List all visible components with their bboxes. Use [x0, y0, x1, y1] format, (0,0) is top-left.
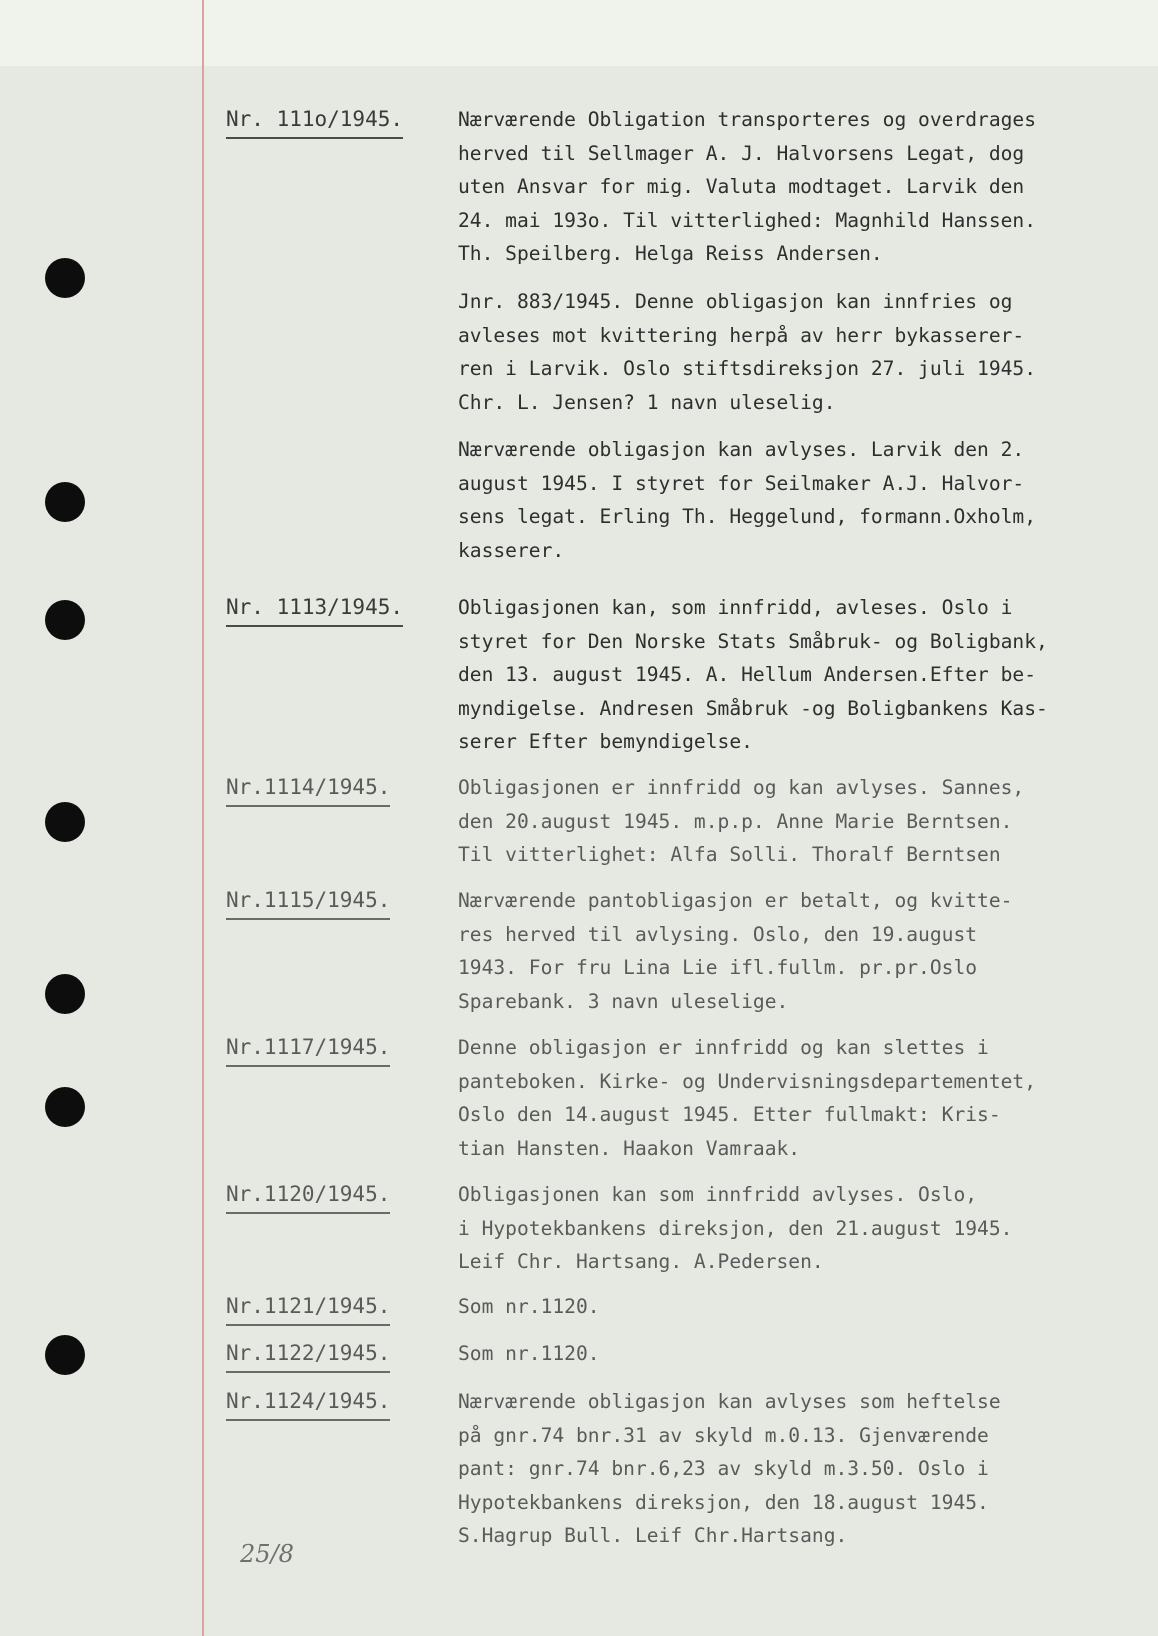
- text-line: Obligasjonen er innfridd og kan avlyses. Sannes,: [458, 776, 1025, 799]
- text-line: den 20.august 1945. m.p.p. Anne Marie Berntsen.: [458, 809, 1013, 833]
- text-line: sens legat. Erling Th. Heggelund, formann.Oxholm,: [458, 505, 1037, 528]
- text-line: i Hypotekbankens direksjon, den 21.august 1945.: [458, 1216, 1013, 1240]
- entry-number: Nr. 1113/1945.: [226, 591, 403, 627]
- text-line: panteboken. Kirke- og Undervisningsdepartementet,: [458, 1069, 1037, 1093]
- entry-number: Nr.1115/1945.: [226, 884, 390, 920]
- text-line: Som nr.1120.: [458, 1295, 600, 1318]
- entry-paragraph: [458, 103, 1138, 271]
- text-line: pant: gnr.74 bnr.6,23 av skyld m.3.50. Oslo i: [458, 1457, 989, 1480]
- entry-paragraph: [458, 1178, 1138, 1279]
- text-line: tian Hansten. Haakon Vamraak.: [458, 1136, 801, 1160]
- entry-paragraph: [458, 1385, 1138, 1553]
- entry-paragraph: [458, 591, 1138, 759]
- text-line: S.Hagrup Bull. Leif Chr.Hartsang.: [458, 1524, 848, 1547]
- text-line: Denne obligasjon er innfridd og kan slettes i: [458, 1036, 989, 1059]
- text-line: Sparebank. 3 navn uleselige.: [458, 989, 789, 1013]
- punch-hole: [45, 1087, 85, 1127]
- text-line: myndigelse. Andresen Småbruk -og Boligbankens Kas-: [458, 696, 1048, 720]
- text-line: uten Ansvar for mig. Valuta modtaget. Larvik den: [458, 175, 1025, 198]
- entry-paragraph: [458, 884, 1138, 1018]
- entry-number: Nr.1114/1945.: [226, 771, 390, 807]
- scan-top-edge: [0, 0, 1158, 66]
- entry-number: Nr. 111o/1945.: [226, 103, 403, 139]
- text-line: Nærværende obligasjon kan avlyses som heftelse: [458, 1390, 1001, 1413]
- punch-hole: [45, 482, 85, 522]
- text-line: herved til Sellmager A. J. Halvorsens Legat, dog: [458, 141, 1025, 165]
- entry-paragraph: [458, 1290, 1138, 1324]
- text-line: kasserer.: [458, 538, 565, 562]
- text-line: ren i Larvik. Oslo stiftsdireksjon 27. juli 1945.: [458, 357, 1037, 380]
- punch-hole: [45, 974, 85, 1014]
- text-line: 1943. For fru Lina Lie ifl.fullm. pr.pr.Oslo: [458, 956, 978, 979]
- text-line: Som nr.1120.: [458, 1342, 600, 1365]
- text-line: styret for Den Norske Stats Småbruk- og Boligbank,: [458, 629, 1048, 653]
- text-line: den 13. august 1945. A. Hellum Andersen.Efter be-: [458, 663, 1037, 686]
- text-line: res herved til avlysing. Oslo, den 19.august: [458, 922, 978, 946]
- punch-hole: [45, 802, 85, 842]
- text-line: 24. mai 193o. Til vitterlighed: Magnhild Hanssen.: [458, 208, 1037, 232]
- entry-number: Nr.1121/1945.: [226, 1290, 390, 1326]
- text-line: Hypotekbankens direksjon, den 18.august 1945.: [458, 1490, 989, 1514]
- entry-number: Nr.1117/1945.: [226, 1031, 390, 1067]
- entry-number: Nr.1122/1945.: [226, 1337, 390, 1373]
- text-line: Chr. L. Jensen? 1 navn uleselig.: [458, 390, 836, 414]
- punch-hole: [45, 258, 85, 298]
- text-line: Th. Speilberg. Helga Reiss Andersen.: [458, 242, 883, 265]
- text-line: august 1945. I styret for Seilmaker A.J. Halvor-: [458, 471, 1025, 495]
- text-line: Obligasjonen kan, som innfridd, avleses. Oslo i: [458, 596, 1013, 619]
- entry-number: Nr.1124/1945.: [226, 1385, 390, 1421]
- entry-number: Nr.1120/1945.: [226, 1178, 390, 1214]
- entry-paragraph: [458, 1031, 1138, 1165]
- text-line: Til vitterlighet: Alfa Solli. Thoralf Berntsen: [458, 843, 1001, 866]
- text-line: Nærværende obligasjon kan avlyses. Larvik den 2.: [458, 438, 1025, 461]
- punch-hole: [45, 1335, 85, 1375]
- text-line: avleses mot kvittering herpå av herr bykasserer-: [458, 323, 1025, 347]
- text-line: Jnr. 883/1945. Denne obligasjon kan innfries og: [458, 290, 1013, 313]
- text-line: Obligasjonen kan som innfridd avlyses. Oslo,: [458, 1183, 978, 1206]
- punch-hole: [45, 600, 85, 640]
- entry-paragraph: [458, 285, 1138, 419]
- text-line: Nærværende Obligation transporteres og overdrages: [458, 108, 1037, 131]
- entry-paragraph: [458, 1337, 1138, 1371]
- text-line: serer Efter bemyndigelse.: [458, 730, 753, 753]
- entry-paragraph: [458, 771, 1138, 872]
- text-line: Nærværende pantobligasjon er betalt, og kvitte-: [458, 889, 1013, 912]
- entry-paragraph: [458, 433, 1138, 567]
- text-line: Leif Chr. Hartsang. A.Pedersen.: [458, 1250, 824, 1273]
- text-line: Oslo den 14.august 1945. Etter fullmakt: Kris-: [458, 1103, 1001, 1126]
- red-margin-line: [202, 0, 204, 1636]
- text-line: på gnr.74 bnr.31 av skyld m.0.13. Gjenværende: [458, 1423, 989, 1447]
- handwritten-date-note: 25/8: [240, 1540, 294, 1568]
